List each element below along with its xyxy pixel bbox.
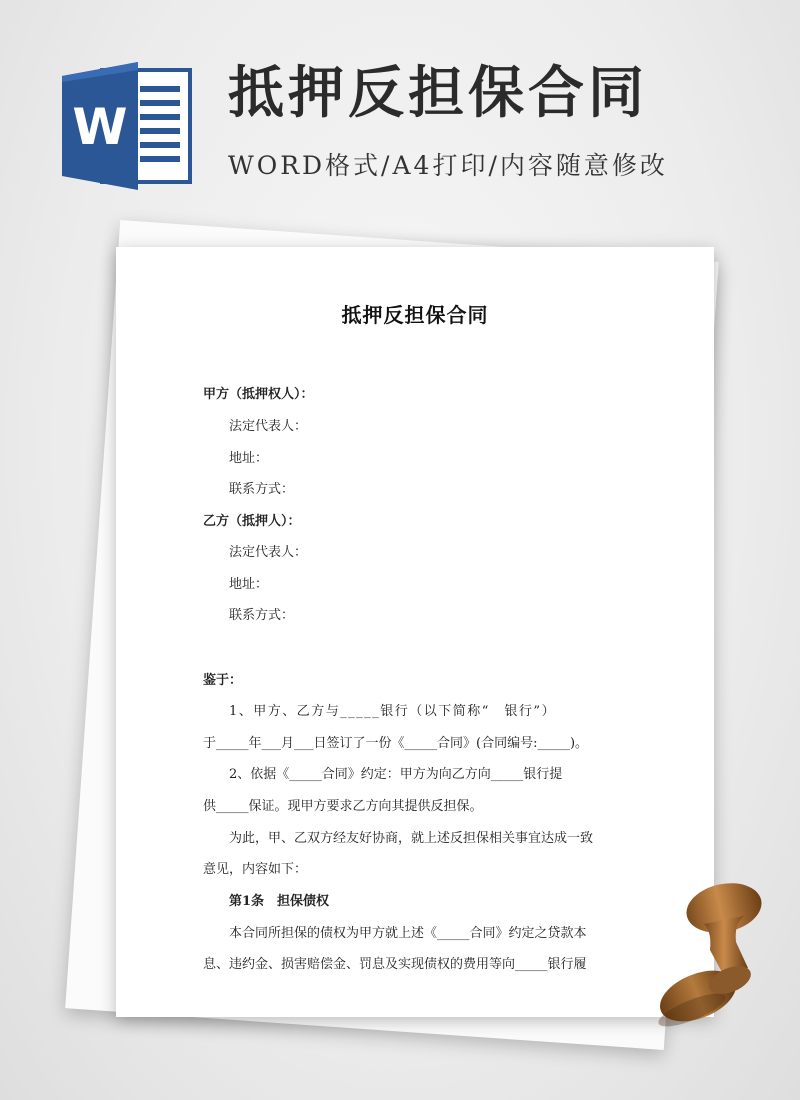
clause-paragraph-line: 供_____保证。现甲方要求乙方向其提供反担保。 [203,799,483,814]
svg-text:W: W [72,98,128,156]
article-1-heading: 第1条 担保债权 [229,894,330,909]
party-b-heading: 乙方（抵押人）： [203,514,301,529]
clause-paragraph-line: 1、甲方、乙方与_____银行（以下简称“ 银行”） [229,704,557,719]
header-subtitle: WORD格式/A4打印/内容随意修改 [228,151,668,180]
party-a-address: 地址： [229,451,269,466]
party-b-contact: 联系方式： [229,608,295,623]
party-a-legal-rep: 法定代表人： [229,419,308,434]
party-a-contact: 联系方式： [229,482,295,497]
party-b-legal-rep: 法定代表人： [229,545,308,560]
document-page [116,247,714,1017]
party-a-heading: 甲方（抵押权人）： [203,387,314,402]
clause-paragraph-line: 于_____年___月___日签订了一份《_____合同》(合同编号:_____)。 [203,736,589,751]
clause-paragraph-line: 为此，甲、乙双方经友好协商，就上述反担保相关事宜达成一致 [229,831,594,846]
document-title: 抵押反担保合同 [341,303,489,327]
clause-paragraph-line: 本合同所担保的债权为甲方就上述《_____合同》约定之贷款本 [229,926,587,941]
header-title: 抵押反担保合同 [228,61,648,126]
clause-paragraph-line: 2、依据《_____合同》约定：甲方为向乙方向_____银行提 [229,767,563,782]
word-icon [62,62,192,190]
clause-paragraph-line: 意见，内容如下： [203,862,308,877]
stamp-icon [652,880,782,1030]
party-b-address: 地址： [229,577,269,592]
whereas-heading: 鉴于： [203,673,243,688]
clause-paragraph-line: 息、违约金、损害赔偿金、罚息及实现债权的费用等向_____银行履 [203,957,587,972]
